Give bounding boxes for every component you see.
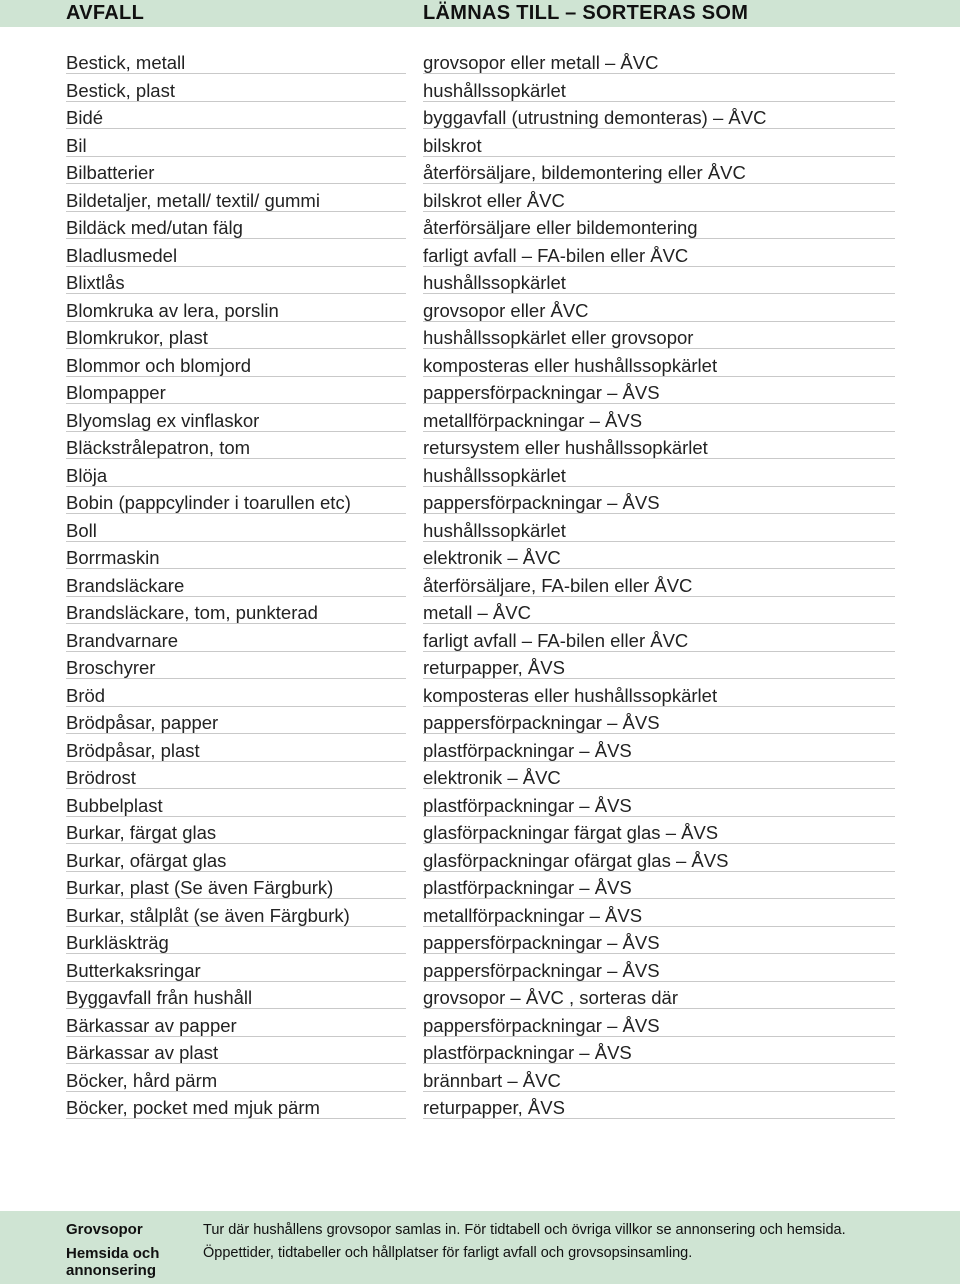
waste-item: Blompapper <box>66 379 406 404</box>
table-row <box>0 654 960 682</box>
waste-destination: pappersförpackningar – ÅVS <box>423 1012 895 1037</box>
waste-destination: farligt avfall – FA-bilen eller ÅVC <box>423 627 895 652</box>
waste-item: Blommor och blomjord <box>66 352 406 377</box>
footer-text-hemsida: Öppettider, tidtabeller och hållplatser för farligt avfall och grovsopsinsamling. <box>203 1245 693 1261</box>
waste-item: Bidé <box>66 104 406 129</box>
waste-item: Bildetaljer, metall/ textil/ gummi <box>66 187 406 212</box>
waste-item: Blixtlås <box>66 269 406 294</box>
waste-destination: bilskrot eller ÅVC <box>423 187 895 212</box>
waste-destination: elektronik – ÅVC <box>423 544 895 569</box>
waste-destination: pappersförpackningar – ÅVS <box>423 957 895 982</box>
waste-destination: byggavfall (utrustning demonteras) – ÅVC <box>423 104 895 129</box>
waste-destination: plastförpackningar – ÅVS <box>423 874 895 899</box>
waste-item: Burkar, ofärgat glas <box>66 847 406 872</box>
table-row <box>0 462 960 490</box>
waste-destination: pappersförpackningar – ÅVS <box>423 489 895 514</box>
table-row <box>0 214 960 242</box>
waste-item: Blomkrukor, plast <box>66 324 406 349</box>
table-row <box>0 49 960 77</box>
waste-destination: elektronik – ÅVC <box>423 764 895 789</box>
waste-item: Bläckstrålepatron, tom <box>66 434 406 459</box>
waste-destination: metall – ÅVC <box>423 599 895 624</box>
table-row <box>0 269 960 297</box>
waste-item: Broschyrer <box>66 654 406 679</box>
table-row <box>0 1094 960 1122</box>
table-row <box>0 352 960 380</box>
table-row <box>0 132 960 160</box>
waste-destination: grovsopor eller metall – ÅVC <box>423 49 895 74</box>
table-row <box>0 434 960 462</box>
waste-item: Bestick, plast <box>66 77 406 102</box>
waste-item: Butterkaksringar <box>66 957 406 982</box>
table-row <box>0 104 960 132</box>
table-row <box>0 929 960 957</box>
waste-destination: grovsopor eller ÅVC <box>423 297 895 322</box>
table-row <box>0 1012 960 1040</box>
waste-item: Böcker, pocket med mjuk pärm <box>66 1094 406 1119</box>
table-row <box>0 489 960 517</box>
waste-item: Bladlusmedel <box>66 242 406 267</box>
table-row <box>0 187 960 215</box>
waste-destination: brännbart – ÅVC <box>423 1067 895 1092</box>
waste-destination: komposteras eller hushållssopkärlet <box>423 682 895 707</box>
waste-destination: återförsäljare, FA-bilen eller ÅVC <box>423 572 895 597</box>
waste-item: Böcker, hård pärm <box>66 1067 406 1092</box>
waste-item: Brödpåsar, papper <box>66 709 406 734</box>
table-row <box>0 737 960 765</box>
table-row <box>0 764 960 792</box>
waste-destination: plastförpackningar – ÅVS <box>423 792 895 817</box>
footer-label-hemsida-line2: annonsering <box>66 1262 157 1279</box>
table-row <box>0 159 960 187</box>
waste-item: Bubbelplast <box>66 792 406 817</box>
waste-item: Brandsläckare, tom, punkterad <box>66 599 406 624</box>
waste-item: Byggavfall från hushåll <box>66 984 406 1009</box>
waste-item: Bärkassar av papper <box>66 1012 406 1037</box>
waste-destination: metallförpackningar – ÅVS <box>423 407 895 432</box>
table-row <box>0 1067 960 1095</box>
waste-item: Bröd <box>66 682 406 707</box>
waste-destination: returpapper, ÅVS <box>423 654 895 679</box>
waste-destination: pappersförpackningar – ÅVS <box>423 929 895 954</box>
waste-item: Brödpåsar, plast <box>66 737 406 762</box>
table-row <box>0 379 960 407</box>
waste-destination: hushållssopkärlet eller grovsopor <box>423 324 895 349</box>
table-row <box>0 407 960 435</box>
waste-destination: hushållssopkärlet <box>423 269 895 294</box>
waste-item: Blyomslag ex vinflaskor <box>66 407 406 432</box>
waste-destination: farligt avfall – FA-bilen eller ÅVC <box>423 242 895 267</box>
table-header <box>0 0 960 27</box>
waste-item: Bärkassar av plast <box>66 1039 406 1064</box>
waste-destination: hushållssopkärlet <box>423 517 895 542</box>
footer-label-grovsopor: Grovsopor <box>66 1221 143 1238</box>
waste-item: Bil <box>66 132 406 157</box>
footer-text-grovsopor: Tur där hushållens grovsopor samlas in. För tidtabell och övriga villkor se annonsering och hemsida. <box>203 1222 846 1238</box>
table-row <box>0 792 960 820</box>
table-row <box>0 627 960 655</box>
waste-item: Bildäck med/utan fälg <box>66 214 406 239</box>
waste-item: Borrmaskin <box>66 544 406 569</box>
waste-destination: returpapper, ÅVS <box>423 1094 895 1119</box>
waste-destination: plastförpackningar – ÅVS <box>423 737 895 762</box>
column-header-destination: LÄMNAS TILL – SORTERAS SOM <box>423 2 749 24</box>
table-row <box>0 324 960 352</box>
waste-item: Brödrost <box>66 764 406 789</box>
waste-destination: komposteras eller hushållssopkärlet <box>423 352 895 377</box>
waste-table <box>0 49 960 1122</box>
table-row <box>0 297 960 325</box>
waste-destination: glasförpackningar färgat glas – ÅVS <box>423 819 895 844</box>
waste-destination: hushållssopkärlet <box>423 462 895 487</box>
table-row <box>0 902 960 930</box>
waste-item: Bobin (pappcylinder i toarullen etc) <box>66 489 406 514</box>
waste-item: Bestick, metall <box>66 49 406 74</box>
waste-destination: bilskrot <box>423 132 895 157</box>
waste-destination: glasförpackningar ofärgat glas – ÅVS <box>423 847 895 872</box>
waste-destination: retursystem eller hushållssopkärlet <box>423 434 895 459</box>
waste-destination: pappersförpackningar – ÅVS <box>423 709 895 734</box>
waste-destination: hushållssopkärlet <box>423 77 895 102</box>
waste-item: Blomkruka av lera, porslin <box>66 297 406 322</box>
waste-item: Burkar, plast (Se även Färgburk) <box>66 874 406 899</box>
table-row <box>0 517 960 545</box>
waste-item: Boll <box>66 517 406 542</box>
waste-destination: grovsopor – ÅVC , sorteras där <box>423 984 895 1009</box>
waste-destination: pappersförpackningar – ÅVS <box>423 379 895 404</box>
waste-item: Burkar, färgat glas <box>66 819 406 844</box>
waste-item: Blöja <box>66 462 406 487</box>
column-header-avfall: AVFALL <box>66 2 145 24</box>
table-row <box>0 682 960 710</box>
table-row <box>0 709 960 737</box>
table-row <box>0 847 960 875</box>
table-row <box>0 599 960 627</box>
footer-label-hemsida-line1: Hemsida och <box>66 1245 160 1262</box>
waste-destination: återförsäljare eller bildemontering <box>423 214 895 239</box>
waste-destination: metallförpackningar – ÅVS <box>423 902 895 927</box>
waste-item: Bilbatterier <box>66 159 406 184</box>
table-row <box>0 957 960 985</box>
table-row <box>0 984 960 1012</box>
waste-destination: återförsäljare, bildemontering eller ÅVC <box>423 159 895 184</box>
waste-item: Brandvarnare <box>66 627 406 652</box>
table-row <box>0 544 960 572</box>
table-row <box>0 1039 960 1067</box>
waste-item: Burkar, stålplåt (se även Färgburk) <box>66 902 406 927</box>
waste-destination: plastförpackningar – ÅVS <box>423 1039 895 1064</box>
table-row <box>0 77 960 105</box>
footer-legend <box>0 1211 960 1284</box>
table-row <box>0 572 960 600</box>
table-row <box>0 819 960 847</box>
table-row <box>0 874 960 902</box>
waste-item: Burkläskträg <box>66 929 406 954</box>
waste-item: Brandsläckare <box>66 572 406 597</box>
table-row <box>0 242 960 270</box>
